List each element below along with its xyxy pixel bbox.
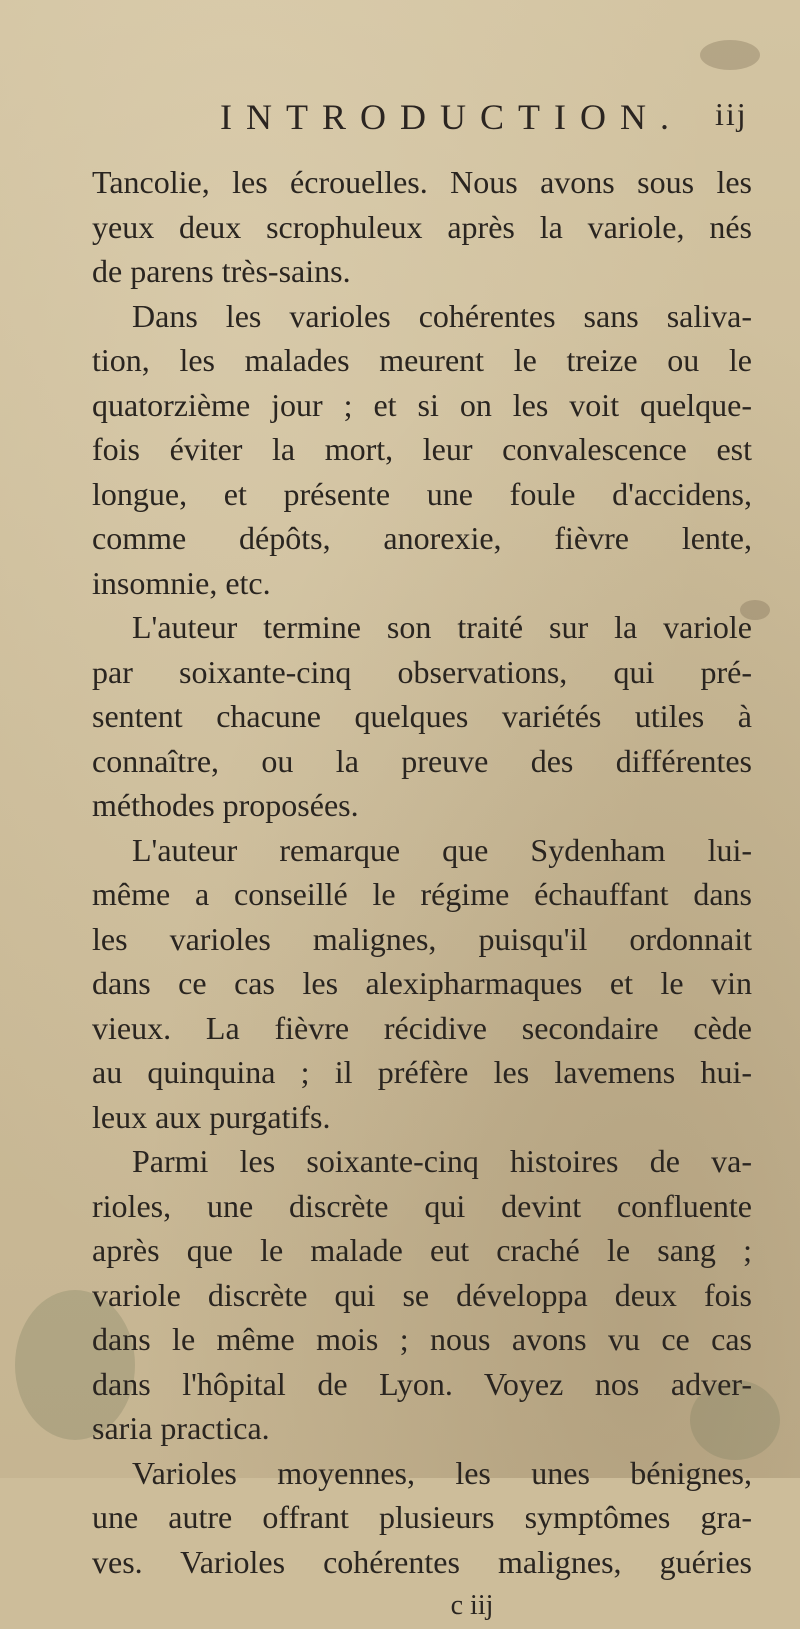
text-line: quatorzième jour ; et si on les voit quelque- [92,386,752,423]
text-line: L'auteur remarque que Sydenham lui- [132,831,752,868]
text-line: ves. Varioles cohérentes malignes, guéries [92,1543,752,1580]
foxing-spot [700,40,760,70]
text-line: longue, et présente une foule d'accidens, [92,475,752,512]
text-line: Parmi les soixante-cinq histoires de va- [132,1143,752,1179]
text-line: dans ce cas les alexipharmaques et le vin [92,965,752,1001]
text-line: par soixante-cinq observations, qui pré- [92,653,752,690]
text-line: au quinquina ; il préfère les lavemens hui- [92,1054,752,1090]
text-line: insomnie, etc. [92,564,271,601]
text-line: tion, les malades meurent le treize ou le [92,342,752,378]
body-text [92,160,752,1629]
text-line: méthodes proposées. [92,787,359,823]
text-line: fois éviter la mort, leur convalescence est [92,431,752,467]
text-line: L'auteur termine son traité sur la variole [132,609,752,645]
text-line: dans l'hôpital de Lyon. Voyez nos adver- [92,1365,752,1402]
running-header [220,96,780,144]
text-line: Tancolie, les écrouelles. Nous avons sous les [92,164,752,200]
header-title: INTRODUCTION. [220,97,683,137]
text-line: sentent chacune quelques variétés utiles à [92,698,752,734]
page-number: iij [715,96,748,132]
text-line: Varioles moyennes, les unes bénignes, [132,1454,752,1491]
text-line: vieux. La fièvre récidive secondaire cède [92,1009,752,1046]
text-line: saria practica. [92,1410,270,1446]
text-line: de parens très-sains. [92,253,351,289]
text-line: comme dépôts, anorexie, fièvre lente, [92,520,752,556]
text-line: leux aux purgatifs. [92,1098,331,1135]
signature-mark: c iij [450,1590,494,1621]
text-line: une autre offrant plusieurs symptômes gra- [92,1499,752,1535]
text-line: yeux deux scrophuleux après la variole, nés [92,208,752,245]
text-line: connaître, ou la preuve des différentes [92,742,752,779]
text-line: dans le même mois ; nous avons vu ce cas [92,1321,752,1357]
text-line: après que le malade eut craché le sang ; [92,1232,752,1268]
text-line: même a conseillé le régime échauffant dans [92,876,752,912]
text-line: variole discrète qui se développa deux fois [92,1276,752,1313]
text-line: les varioles malignes, puisqu'il ordonnait [92,920,752,957]
text-line: rioles, une discrète qui devint confluente [92,1187,752,1224]
text-line: Dans les varioles cohérentes sans saliva- [132,297,752,334]
